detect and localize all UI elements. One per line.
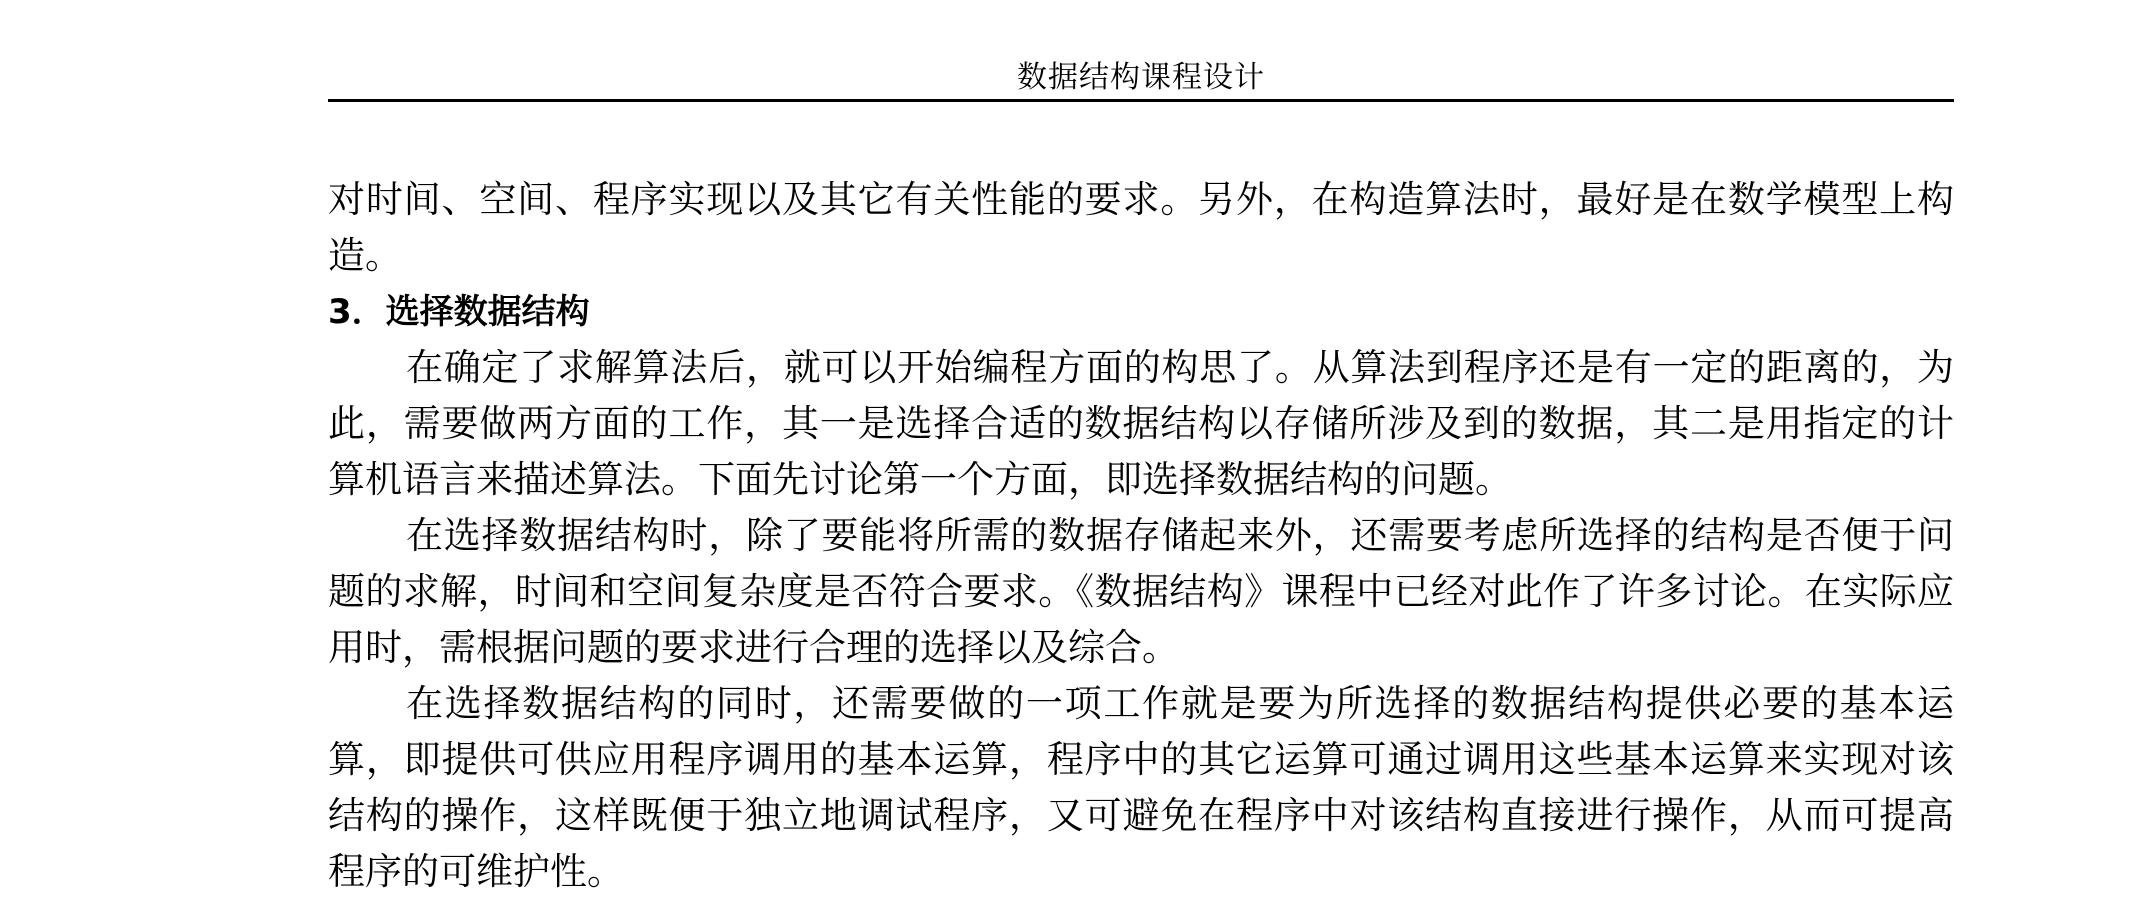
continuation-paragraph: 对时间、空间、程序实现以及其它有关性能的要求。另外，在构造算法时，最好是在数学模型上构造。 bbox=[328, 178, 1954, 277]
document-page bbox=[328, 0, 1954, 900]
paragraph-1: 在确定了求解算法后，就可以开始编程方面的构思了。从算法到程序还是有一定的距离的，为此，需要做两方面的工作，其一是选择合适的数据结构以存储所涉及到的数据，其二是用指定的计算机语言来描述算法。下面先讨论第一个方面，即选择数据结构的问题。 bbox=[328, 346, 1954, 501]
paragraph-3: 在选择数据结构的同时，还需要做的一项工作就是要为所选择的数据结构提供必要的基本运算，即提供可供应用程序调用的基本运算，程序中的其它运算可通过调用这些基本运算来实现对该结构的操作，这样既便于独立地调试程序，又可避免在程序中对该结构直接进行操作，从而可提高程序的可维护性。 bbox=[328, 682, 1954, 893]
header-rule bbox=[328, 99, 1954, 102]
body-text bbox=[328, 172, 1954, 900]
section-heading: 3．选择数据结构 bbox=[328, 292, 590, 332]
running-header: 数据结构课程设计 bbox=[1017, 60, 1265, 95]
paragraph-2: 在选择数据结构时，除了要能将所需的数据存储起来外，还需要考虑所选择的结构是否便于问题的求解，时间和空间复杂度是否符合要求。《数据结构》课程中已经对此作了许多讨论。在实际应用时，需根据问题的要求进行合理的选择以及综合。 bbox=[328, 514, 1954, 669]
